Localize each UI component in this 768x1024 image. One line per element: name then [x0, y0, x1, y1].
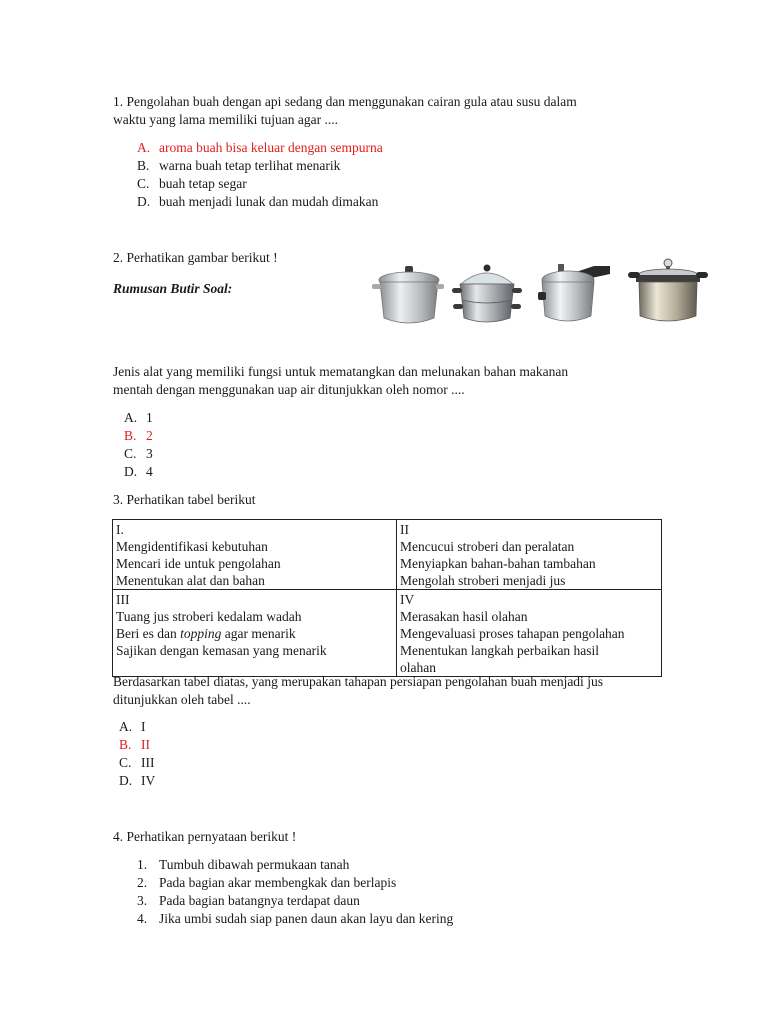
q1-option-b: B. warna buah tetap terlihat menarik: [137, 158, 341, 173]
q2-subtitle: Rumusan Butir Soal:: [113, 281, 233, 296]
q3-option-a: A. I: [119, 719, 146, 734]
table-cell-ii: II Mencucui stroberi dan peralatan Menyiapkan bahan-bahan tambahan Mengolah stroberi menjadi jus: [397, 520, 662, 590]
q1-option-c: C. buah tetap segar: [137, 176, 247, 191]
q2-option-a: A. 1: [124, 410, 153, 425]
table-cell-i: I. Mengidentifikasi kebutuhan Mencari ide untuk pengolahan Menentukan alat dan bahan: [113, 520, 397, 590]
q3-option-c: C. III: [119, 755, 155, 770]
q4-item-3: 3. Pada bagian batangnya terdapat daun: [137, 893, 360, 908]
pressure-canner-image: [628, 258, 708, 328]
q2-option-b: B. 2: [124, 428, 153, 443]
table-cell-iii: III Tuang jus stroberi kedalam wadah Beri es dan topping agar menarik Sajikan dengan kemasan yang menarik: [113, 590, 397, 677]
q4-title: 4. Perhatikan pernyataan berikut !: [113, 829, 297, 844]
q2-option-d: D. 4: [124, 464, 153, 479]
q2-line-2: mentah dengan menggunakan uap air ditunjukkan oleh nomor ....: [113, 382, 465, 397]
q3-option-d: D. IV: [119, 773, 156, 788]
q1-option-d: D. buah menjadi lunak dan mudah dimakan: [137, 194, 379, 209]
steamer-pot-image: [452, 258, 522, 328]
q4-item-2: 2. Pada bagian akar membengkak dan berlapis: [137, 875, 397, 890]
q1-line-2: waktu yang lama memiliki tujuan agar ....: [113, 112, 338, 127]
q3-line-2: ditunjukkan oleh tabel ....: [113, 692, 251, 707]
pressure-cooker-image: [536, 258, 612, 328]
q4-item-1: 1. Tumbuh dibawah permukaan tanah: [137, 857, 350, 872]
q1-line-1: 1. Pengolahan buah dengan api sedang dan menggunakan cairan gula atau susu dalam: [113, 94, 577, 109]
stock-pot-image: [372, 258, 444, 328]
q2-title: 2. Perhatikan gambar berikut !: [113, 250, 278, 265]
q3-option-b: B. II: [119, 737, 150, 752]
q3-title: 3. Perhatikan tabel berikut: [113, 492, 256, 507]
q1-option-a: A. aroma buah bisa keluar dengan sempurna: [137, 140, 383, 155]
q2-option-c: C. 3: [124, 446, 153, 461]
table-cell-iv: IV Merasakan hasil olahan Mengevaluasi proses tahapan pengolahan Menentukan langkah perbaikan hasil olahan: [397, 590, 662, 677]
q4-item-4: 4. Jika umbi sudah siap panen daun akan layu dan kering: [137, 911, 454, 926]
steps-table: [112, 519, 662, 677]
q2-line-1: Jenis alat yang memiliki fungsi untuk mematangkan dan melunakan bahan makanan: [113, 364, 569, 379]
q3-line-1: Berdasarkan tabel diatas, yang merupakan tahapan persiapan pengolahan buah menjadi jus: [113, 674, 603, 689]
